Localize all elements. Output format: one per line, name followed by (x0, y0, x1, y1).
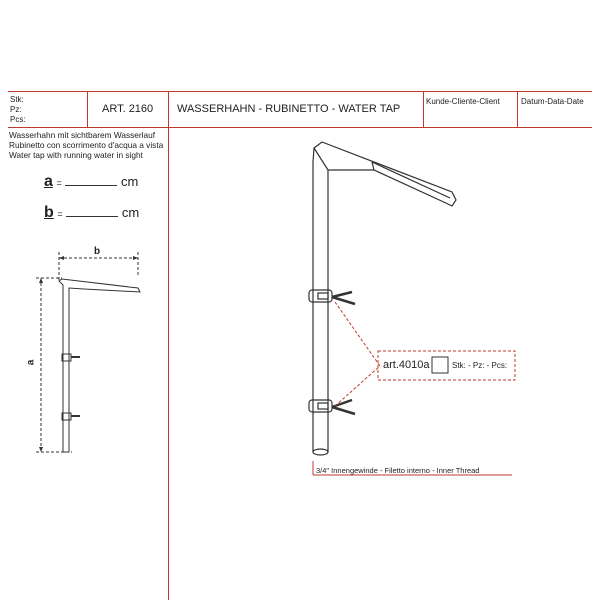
sketch-label-a: a (25, 359, 37, 366)
dimension-a-unit: cm (121, 174, 139, 189)
main-tap (309, 142, 456, 455)
stk-label: Stk: (10, 95, 24, 104)
date-label: Datum-Data-Date (521, 97, 584, 106)
clamp-bottom (309, 400, 355, 414)
description-line-it: Rubinetto con scorrimento d'acqua a vista (9, 140, 164, 150)
clamp-top (309, 290, 355, 304)
callout-qty-box (432, 357, 448, 373)
dimension-a-letter: a (44, 173, 53, 190)
pz-label: Pz: (10, 105, 22, 114)
dimension-b-eq: = (57, 209, 63, 219)
spout-top (313, 142, 456, 206)
sketch-tap-outline (59, 279, 140, 452)
spout-bottom (328, 170, 448, 204)
description-line-en: Water tap with running water in sight (9, 150, 143, 160)
pcs-label: Pcs: (10, 115, 26, 124)
callout-qty-label: Stk: - Pz: - Pcs: (452, 361, 508, 370)
pipe-bottom (313, 449, 328, 455)
small-sketch (36, 252, 140, 452)
article-number: ART. 2160 (102, 103, 154, 115)
dimension-b-letter: b (44, 204, 54, 221)
callout-article: art.4010a (383, 359, 430, 371)
callout-leaders (313, 302, 515, 475)
customer-label: Kunde-Cliente-Client (426, 97, 500, 106)
thread-note: 3/4" Innengewinde - Filetto interno - Inner Thread (316, 466, 480, 475)
dimension-b-unit: cm (121, 205, 140, 220)
sketch-label-b: b (94, 246, 101, 257)
spout-channel (372, 162, 450, 198)
description-line-de: Wasserhahn mit sichtbarem Wasserlauf (9, 130, 156, 140)
dimension-a-eq: = (56, 178, 62, 188)
page-title: WASSERHAHN - RUBINETTO - WATER TAP (177, 103, 401, 115)
